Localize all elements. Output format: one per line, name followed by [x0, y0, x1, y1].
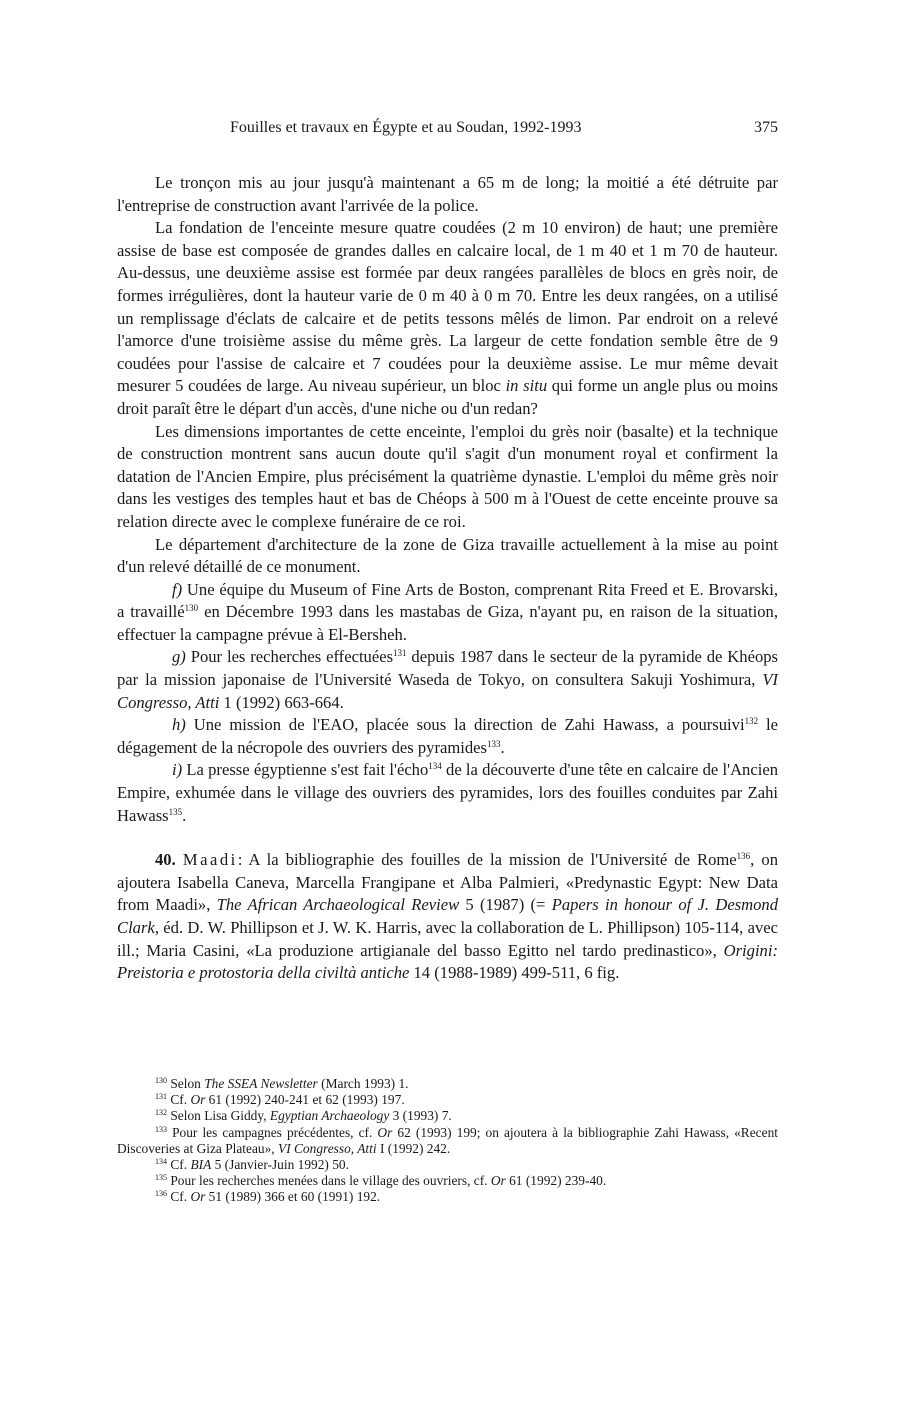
running-header	[230, 119, 778, 143]
footnote-ref[interactable]: 134	[428, 761, 442, 772]
footnote: $^{133}$ Pour les campagnes précédentes, cf. Or 62 (1993) 199; on ajoutera à la bibliographie Zahi Hawass, «Recent Discoveries at Giza Plateau», VI Congresso, Atti I (1992) 242.	[117, 1124, 778, 1156]
footnote: $^{134}$ Cf. BIA 5 (Janvier-Juin 1992) 50.	[155, 1157, 349, 1173]
footnote: $^{130}$ Selon The SSEA Newsletter (March 1993) 1.	[155, 1076, 409, 1091]
footnote-ref[interactable]: 131	[393, 648, 407, 659]
footnote-ref[interactable]: 130	[184, 603, 199, 614]
running-title: Fouilles et travaux en Égypte et au Soudan, 1992-1993	[230, 119, 582, 136]
footnote-ref[interactable]: 136	[736, 851, 751, 862]
footnotes	[117, 1076, 778, 1206]
footnote-ref[interactable]: 135	[168, 806, 183, 817]
section-40: 40. Maadi: A la bibliographie des fouilles de la mission de l'Université de Rome$^{136}$, on ajoutera Isabella Caneva, Marcella Frangipane et Alba Palmieri, «Predynastic Egypt: New Data from Maadi», The African Archaeological Review 5 (1987) (= Papers in honour of J. Desmond Clark, éd. D. W. Phillipson et J. W. K. Harris, avec la collaboration de L. Phillipson) 105-114, avec ill.; Maria Casini, «La produzione artigianale del basso Egitto nel tardo predinastico», Origini: Preistoria e protostoria della civiltà antiche 14 (1988-1989) 499-511, 6 fig.	[117, 850, 779, 983]
footnote: $^{136}$ Cf. Or 51 (1989) 366 et 60 (1991) 192.	[155, 1189, 381, 1205]
footnote: $^{135}$ Pour les recherches menées dans le village des ouvriers, cf. Or 61 (1992) 239-40.	[155, 1173, 607, 1189]
list-item-f: f) Une équipe du Museum of Fine Arts de Boston, comprenant Rita Freed et E. Brovarski, a travaillé$^{130}$ en Décembre 1993 dans les mastabas de Giza, n'ayant pu, en raison de la situation, effectuer la campagne prévue à El-Bersheh.	[117, 579, 778, 644]
paragraph: Le département d'architecture de la zone de Giza travaille actuellement à la mise au point d'un relevé détaillé de ce monument.	[117, 534, 778, 577]
footnote: $^{131}$ Cf. Or 61 (1992) 240-241 et 62 (1993) 197.	[155, 1092, 405, 1108]
footnote: $^{132}$ Selon Lisa Giddy, Egyptian Archaeology 3 (1993) 7.	[155, 1108, 452, 1124]
paragraph: Les dimensions importantes de cette enceinte, l'emploi du grès noir (basalte) et la technique de construction montrent sans aucun doute qu'il s'agit d'un monument royal et confirment la datation de l'Ancien Empire, plus précisément la quatrième dynastie. L'emploi du même grès noir dans les vestiges des temples haut et bas de Chéops à 500 m à l'Ouest de cette enceinte prouve sa relation directe avec le complexe funéraire de ce roi.	[117, 421, 778, 531]
body-text	[117, 172, 778, 985]
list-item-h: h) Une mission de l'EAO, placée sous la direction de Zahi Hawass, a poursuivi$^{132}$ le dégagement de la nécropole des ouvriers des pyramides$^{133}$.	[117, 715, 778, 757]
list-item-i: i) La presse égyptienne s'est fait l'écho$^{134}$ de la découverte d'une tête en calcaire de l'Ancien Empire, exhumée dans le village des ouvriers des pyramides, lors des fouilles conduites par Zahi Hawass$^{135}$.	[117, 760, 778, 825]
footnote-ref[interactable]: 133	[487, 738, 501, 749]
list-item-g: g) Pour les recherches effectuées$^{131}$ depuis 1987 dans le secteur de la pyramide de Khéops par la mission japonaise de l'Université Waseda de Tokyo, on consultera Sakuji Yoshimura, VI Congresso, Atti 1 (1992) 663-664.	[117, 647, 778, 712]
section-place: Maadi	[182, 850, 238, 870]
page-number: 375	[754, 119, 778, 136]
paragraph: La fondation de l'enceinte mesure quatre coudées (2 m 10 environ) de haut; une première assise de base est composée de grandes dalles en calcaire local, de 1 m 40 et 1 m 70 de hauteur. Au-dessus, une deuxième assise est formée par deux rangées parallèles de blocs en grès noir, de formes irrégulières, dont la hauteur varie de 0 m 40 à 0 m 70. Entre les deux rangées, on a utilisé un remplissage d'éclats de calcaire et de petits tessons mêlés de limon. Par endroit on a relevé l'amorce d'une troisième assise du même grès. La largeur de cette fondation semble être de 9 coudées pour l'assise de calcaire et 7 coudées pour la deuxième assise. Le mur même devait mesurer 5 coudées de large. Au niveau supérieur, un bloc in situ qui forme un angle plus ou moins droit paraît être le départ d'un accès, d'une niche ou d'un redan?	[117, 218, 779, 418]
paragraph: Le tronçon mis au jour jusqu'à maintenant a 65 m de long; la moitié a été détruite par l'entreprise de construction avant l'arrivée de la police.	[117, 173, 778, 215]
footnote-ref[interactable]: 132	[744, 716, 759, 727]
section-number: 40.	[155, 850, 176, 870]
